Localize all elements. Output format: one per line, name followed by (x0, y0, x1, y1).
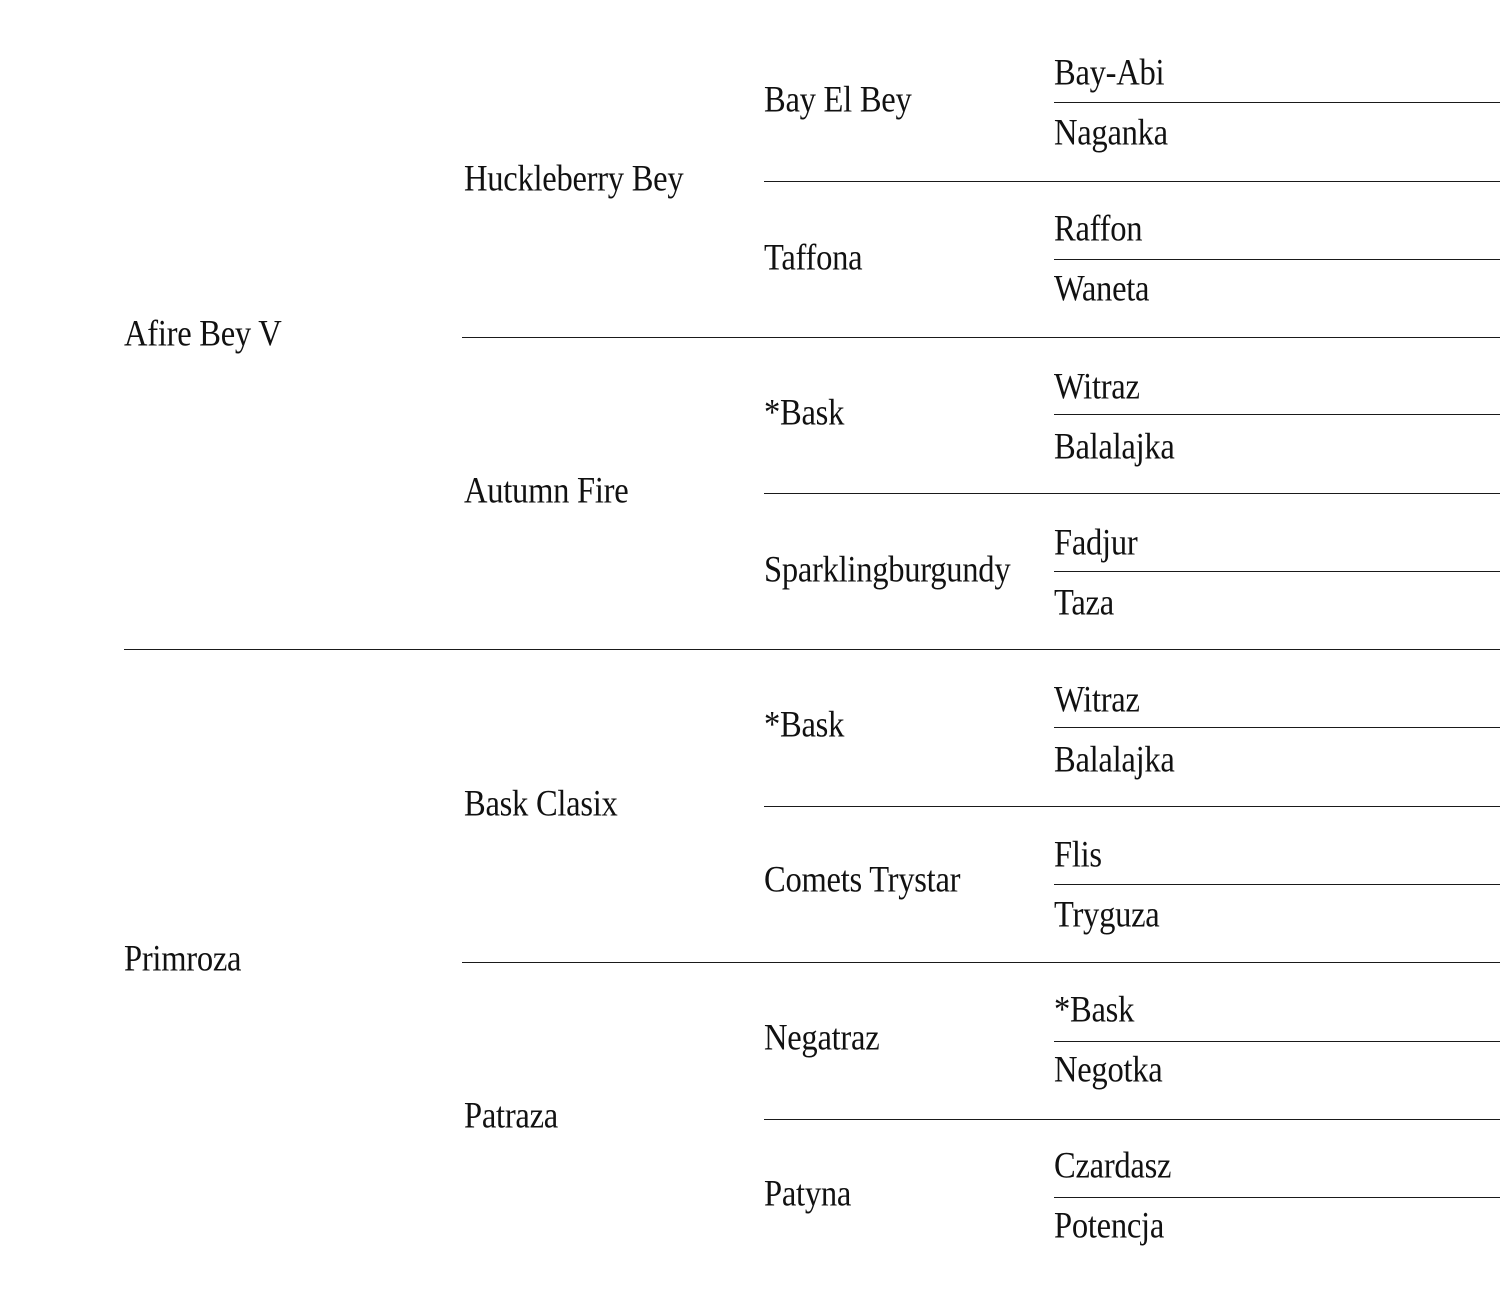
sire-sire-name: Huckleberry Bey (464, 158, 684, 200)
divider-gen3-1 (764, 181, 1500, 182)
gen4-name-14: Negotka (1054, 1049, 1163, 1091)
divider-gen4-1 (1054, 102, 1500, 103)
divider-gen1 (124, 649, 1500, 650)
gen4-name-10: Balalajka (1054, 739, 1175, 781)
gen4-name-12: Tryguza (1054, 894, 1160, 936)
gen4-name-5: Witraz (1054, 366, 1140, 408)
dam-name: Primroza (124, 938, 242, 980)
sd-sire-name: *Bask (764, 392, 845, 434)
gen4-name-9: Witraz (1054, 679, 1140, 721)
divider-gen4-4 (1054, 571, 1500, 572)
divider-gen3-2 (764, 493, 1500, 494)
gen4-name-11: Flis (1054, 834, 1102, 876)
gen4-name-15: Czardasz (1054, 1145, 1172, 1187)
divider-gen3-4 (764, 1119, 1500, 1120)
dd-dam-name: Patyna (764, 1173, 852, 1215)
sire-name: Afire Bey V (124, 313, 282, 355)
gen4-name-13: *Bask (1054, 989, 1135, 1031)
ss-dam-name: Taffona (764, 237, 863, 279)
divider-gen4-2 (1054, 259, 1500, 260)
divider-gen2-dam (462, 962, 1500, 963)
dam-sire-name: Bask Clasix (464, 783, 618, 825)
gen4-name-16: Potencja (1054, 1205, 1165, 1247)
gen4-name-6: Balalajka (1054, 426, 1175, 468)
gen4-name-7: Fadjur (1054, 522, 1138, 564)
sire-dam-name: Autumn Fire (464, 470, 629, 512)
divider-gen4-3 (1054, 414, 1500, 415)
gen4-name-3: Raffon (1054, 208, 1143, 250)
gen4-name-4: Waneta (1054, 268, 1150, 310)
ds-dam-name: Comets Trystar (764, 859, 961, 901)
divider-gen4-8 (1054, 1197, 1500, 1198)
ss-sire-name: Bay El Bey (764, 79, 912, 121)
divider-gen4-5 (1054, 727, 1500, 728)
gen4-name-2: Naganka (1054, 112, 1168, 154)
dam-dam-name: Patraza (464, 1095, 558, 1137)
divider-gen4-7 (1054, 1041, 1500, 1042)
gen4-name-1: Bay-Abi (1054, 52, 1165, 94)
divider-gen2-sire (462, 337, 1500, 338)
ds-sire-name: *Bask (764, 704, 845, 746)
dd-sire-name: Negatraz (764, 1017, 880, 1059)
divider-gen3-3 (764, 806, 1500, 807)
divider-gen4-6 (1054, 884, 1500, 885)
sd-dam-name: Sparklingburgundy (764, 549, 1011, 591)
gen4-name-8: Taza (1054, 582, 1114, 624)
